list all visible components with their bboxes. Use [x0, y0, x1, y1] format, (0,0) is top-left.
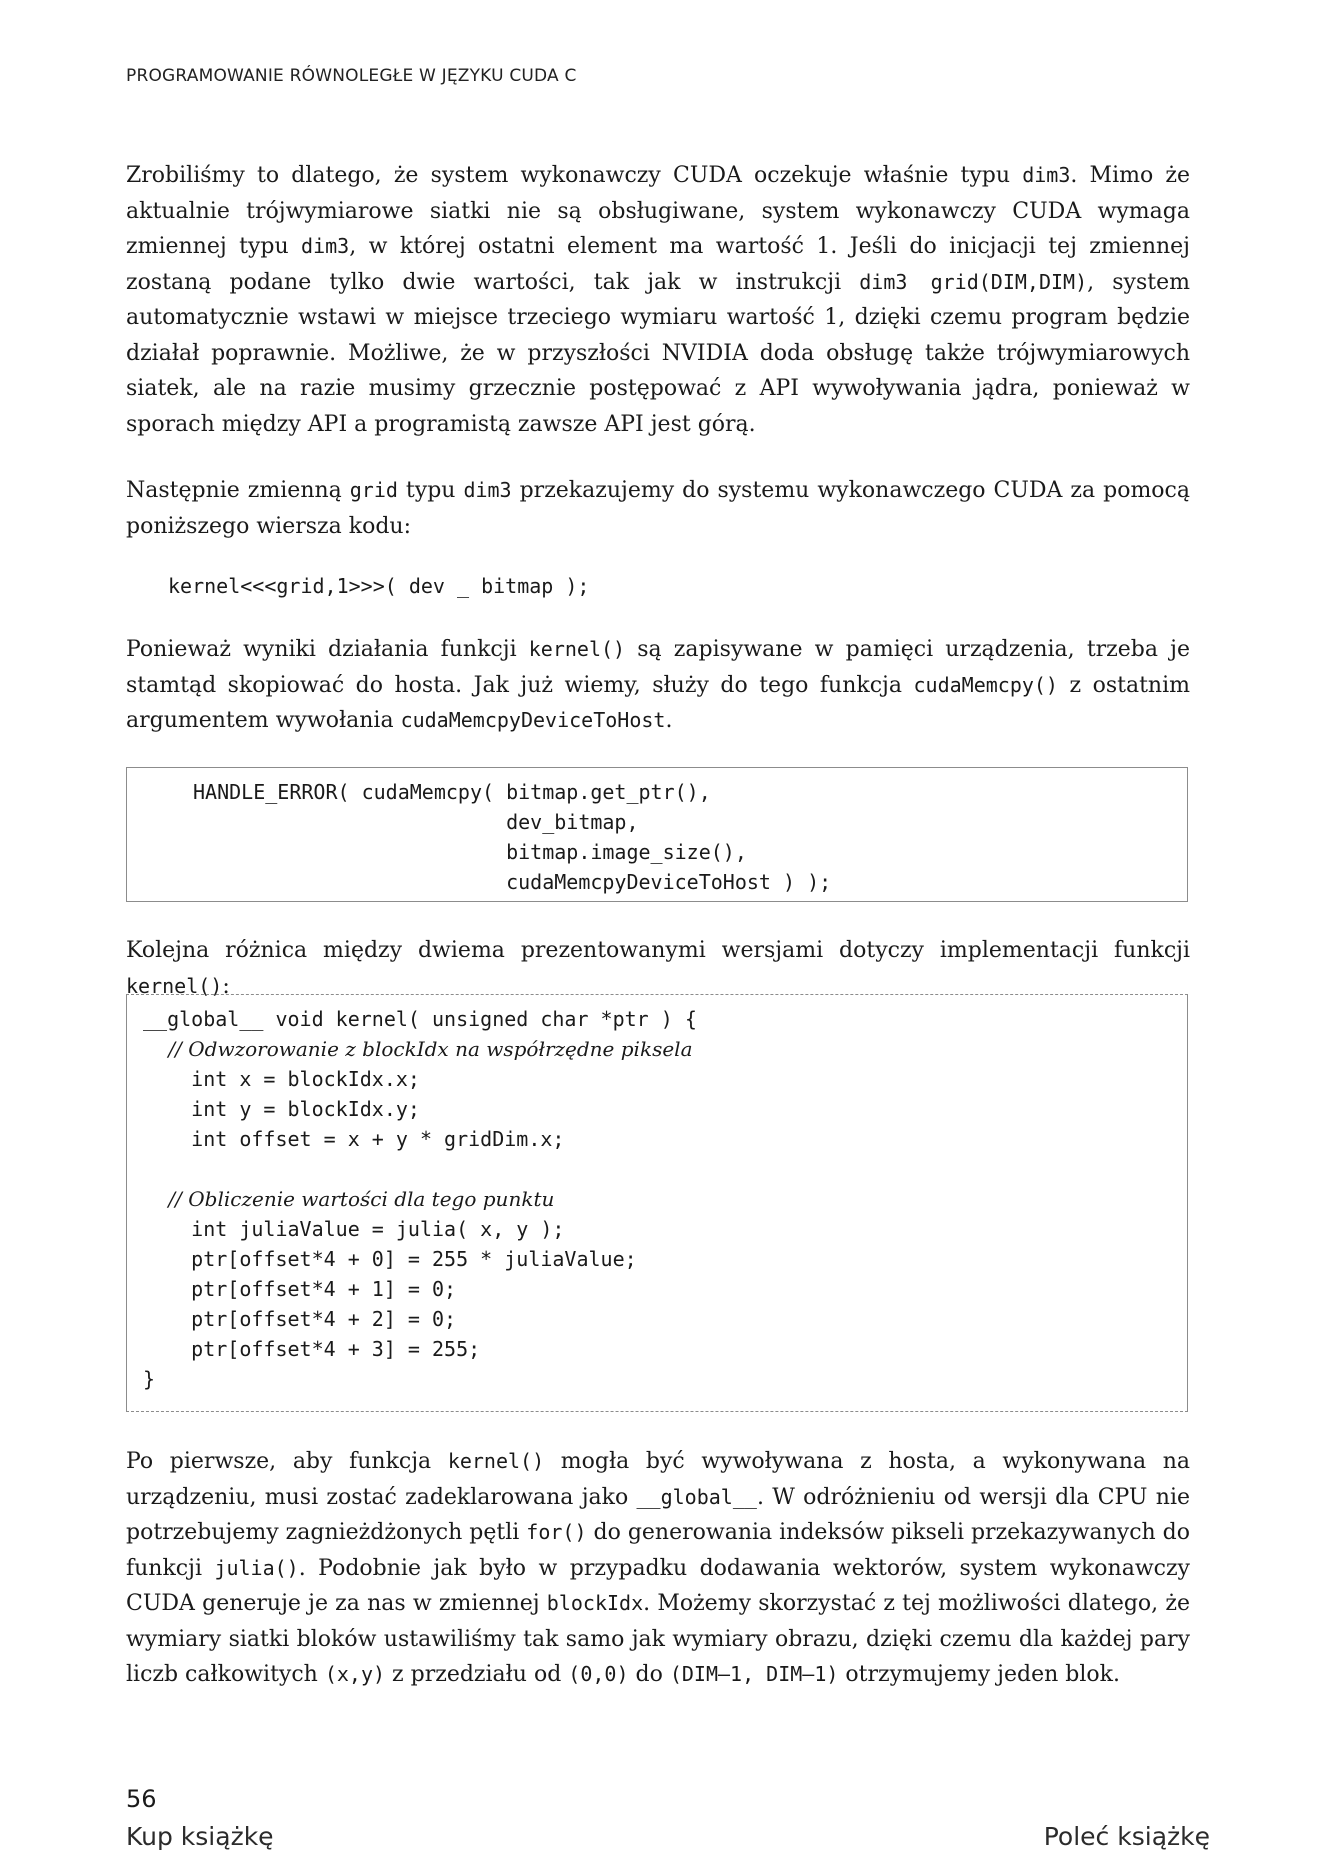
paragraph-global-explanation — [126, 1444, 1190, 1693]
text-run: z ostatnim argumentem wywołania — [126, 672, 1190, 733]
text-run: : — [222, 973, 230, 999]
inline-code: cudaMemcpyDeviceToHost — [400, 708, 666, 732]
code-line: __global__ void kernel( unsigned char *ptr ) { — [143, 1007, 697, 1031]
running-header: PROGRAMOWANIE RÓWNOLEGŁE W JĘZYKU CUDA C — [126, 66, 577, 86]
text-run: Po pierwsze, aby funkcja — [126, 1449, 448, 1474]
paragraph-memcpy-explanation — [126, 632, 1190, 739]
text-run: Kolejna różnica między dwiema prezentowanymi wersjami dotyczy implementacji funkcji — [126, 938, 1190, 963]
code-kernel-call: kernel<<<grid,1>>>( dev _ bitmap ); — [168, 574, 590, 598]
code-line: int juliaValue = julia( x, y ); — [143, 1217, 565, 1241]
inline-code: (0,0) — [568, 1662, 629, 1686]
text-run: . Mimo że aktualnie trójwymiarowe siatki nie są obsługiwane, system wykonawczy CUDA wymaga zmiennej typu — [126, 163, 1191, 259]
text-run: typu — [397, 478, 464, 503]
code-box-memcpy — [126, 767, 1188, 902]
code-memcpy — [127, 768, 1187, 897]
buy-book-link[interactable]: Kup książkę — [126, 1822, 274, 1851]
inline-code: blockIdx — [546, 1591, 644, 1615]
code-line: cudaMemcpyDeviceToHost ) ); — [193, 870, 832, 894]
inline-code: (DIM–1, DIM–1) — [669, 1662, 839, 1686]
inline-code: dim3 — [463, 478, 512, 502]
inline-code: cudaMemcpy() — [913, 672, 1058, 697]
inline-code: dim3 grid(DIM,DIM) — [859, 269, 1088, 294]
text-run: Następnie zmienną — [126, 478, 350, 503]
text-run: do — [628, 1662, 670, 1687]
code-line: int offset = x + y * gridDim.x; — [143, 1127, 565, 1151]
text-run: przekazujemy do systemu wykonawczego CUDA za pomocą poniższego wiersza kodu: — [126, 478, 1190, 539]
text-run: Ponieważ wyniki działania funkcji — [126, 637, 529, 662]
code-line: ptr[offset*4 + 3] = 255; — [143, 1337, 481, 1361]
text-run: do generowania indeksów pikseli przekazywanych do funkcji — [126, 1520, 1191, 1581]
text-run: Zrobiliśmy to dlatego, że system wykonawczy CUDA oczekuje właśnie typu — [126, 163, 1023, 188]
code-line: ptr[offset*4 + 2] = 0; — [143, 1307, 457, 1331]
inline-code: dim3 — [301, 234, 350, 258]
code-line: ptr[offset*4 + 0] = 255 * juliaValue; — [143, 1247, 637, 1271]
text-run: są zapisywane w pamięci urządzenia, trzeba je stamtąd skopiować do hosta. Jak już wiemy, służy do tego funkcja — [126, 637, 1190, 698]
inline-code: dim3 — [1022, 163, 1071, 187]
code-comment: // Odwzorowanie z blockIdx na współrzędne piksela — [143, 1037, 693, 1061]
code-box-kernel — [126, 994, 1188, 1412]
inline-code: grid — [349, 478, 398, 502]
code-line: int y = blockIdx.y; — [143, 1097, 420, 1121]
inline-code: kernel() — [126, 973, 223, 998]
code-line: bitmap.image_size(), — [193, 840, 747, 864]
inline-code: julia() — [214, 1555, 299, 1580]
code-comment: // Obliczenie wartości dla tego punktu — [143, 1187, 555, 1211]
text-run: . W odróżnieniu od wersji dla CPU nie potrzebujemy zagnieżdżonych pętli — [126, 1484, 1190, 1545]
inline-code: (x,y) — [324, 1662, 386, 1686]
text-run: z przedziału od — [385, 1662, 569, 1687]
inline-code: kernel() — [447, 1449, 545, 1473]
inline-code: for() — [526, 1520, 587, 1544]
text-run: . Podobnie jak było w przypadku dodawania wektorów, system wykonawczy CUDA generuje je za nas w zmiennej — [126, 1555, 1190, 1616]
code-line: ptr[offset*4 + 1] = 0; — [143, 1277, 457, 1301]
paragraph-grid-passing — [126, 473, 1190, 544]
code-line: int x = blockIdx.x; — [143, 1067, 420, 1091]
inline-code: __global__ — [636, 1484, 757, 1509]
paragraph-dim3-explanation — [126, 158, 1190, 442]
text-run: otrzymujemy jeden blok. — [838, 1662, 1120, 1687]
recommend-book-link[interactable]: Poleć książkę — [1043, 1822, 1210, 1851]
text-run: . Możemy skorzystać z tej możliwości dlatego, że wymiary siatki bloków ustawiliśmy tak samo jak wymiary obrazu, dzięki czemu dla każdej pary liczb całkowitych — [126, 1591, 1190, 1687]
text-run: , system automatycznie wstawi w miejsce trzeciego wymiaru wartość 1, dzięki czemu program będzie działał poprawnie. Możliwe, że w przyszłości NVIDIA doda obsługę także trójwymiarowych siatek, ale na razie musimy grzecznie postępować z API wywoływania jądra, ponieważ w sporach między API a programistą zawsze API jest górą. — [126, 269, 1190, 437]
text-run: , w której ostatni element ma wartość 1. Jeśli do inicjacji tej zmiennej zostaną podane tylko dwie wartości, tak jak w instrukcji — [126, 234, 1190, 295]
code-kernel-function — [127, 995, 1187, 1394]
inline-code: kernel() — [528, 637, 626, 661]
text-run: mogła być wywoływana z hosta, a wykonywana na urządzeniu, musi zostać zadeklarowana jako — [126, 1449, 1190, 1510]
page-number: 56 — [126, 1785, 157, 1813]
code-line: } — [143, 1367, 156, 1391]
text-run: . — [665, 708, 673, 733]
code-line: HANDLE_ERROR( cudaMemcpy( bitmap.get_ptr(), — [193, 780, 711, 804]
code-line: dev_bitmap, — [193, 810, 639, 834]
